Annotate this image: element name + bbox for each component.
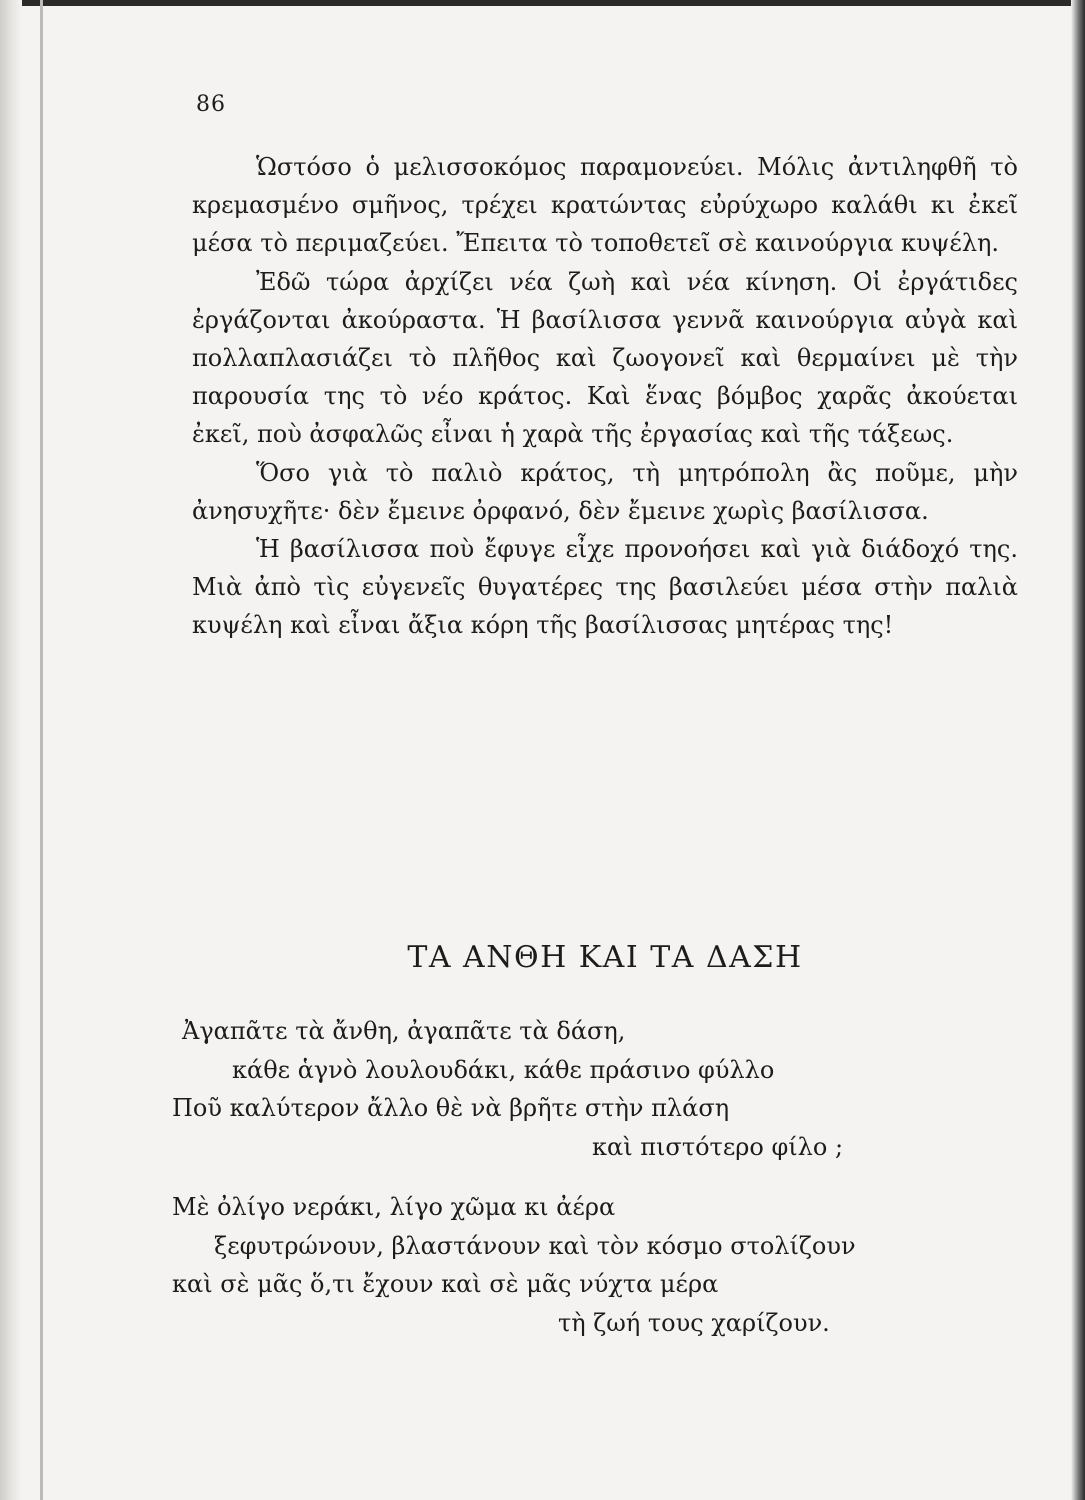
poem-line: κάθε ἁγνὸ λουλουδάκι, κάθε πράσινο φύλλο (232, 1055, 775, 1084)
prose-body (192, 148, 1018, 645)
scan-top-edge (0, 0, 1085, 6)
page-number: 86 (196, 92, 226, 117)
paragraph: Ὡστόσο ὁ μελισσοκόμος παραμονεύει. Μόλις ἀντιληφθῆ τὸ κρεμασμένο σμῆνος, τρέχει κρατώντας εὐρύχωρο καλάθι κι ἐκεῖ μέσα τὸ περιμαζεύει. Ἔπειτα τὸ τοποθετεῖ σὲ καινούργια κυψέλη. (192, 153, 1018, 258)
scan-right-edge (1071, 0, 1085, 1500)
poem-stanza-2 (172, 1188, 1012, 1342)
poem-line: Μὲ ὀλίγο νεράκι, λίγο χῶμα κι ἀέρα (172, 1193, 616, 1221)
poem-line: καὶ σὲ μᾶς ὅ,τι ἔχουν καὶ σὲ μᾶς νύχτα μέρα (172, 1270, 719, 1298)
section-title: ΤΑ ΑΝΘΗ ΚΑΙ ΤΑ ΔΑΣΗ (407, 940, 803, 975)
poem-line: τὴ ζωή τους χαρίζουν. (558, 1308, 830, 1337)
poem-line: Ποῦ καλύτερον ἄλλο θὲ νὰ βρῆτε στὴν πλάση (172, 1094, 730, 1122)
page-gutter-line (40, 0, 43, 1500)
paragraph: Ἐδῶ τώρα ἀρχίζει νέα ζωὴ καὶ νέα κίνηση. Οἱ ἐργάτιδες ἐργάζονται ἀκούραστα. Ἡ βασίλισσα γεννᾶ καινούργια αὐγὰ καὶ πολλαπλασιάζει τὸ πλῆθος καὶ ζωογονεῖ καὶ θερμαίνει μὲ τὴν παρουσία της τὸ νέο κράτος. Καὶ ἕνας βόμβος χαρᾶς ἀκούεται ἐκεῖ, ποὺ ἀσφαλῶς εἶναι ἡ χαρὰ τῆς ἐργασίας καὶ τῆς τάξεως. (192, 267, 1018, 449)
poem (172, 1012, 1012, 1364)
poem-stanza-1 (172, 1012, 1012, 1166)
paragraph: Ὅσο γιὰ τὸ παλιὸ κράτος, τὴ μητρόπολη ἂς ποῦμε, μὴν ἀνησυχῆτε· δὲν ἔμεινε ὀρφανό, δὲν ἔμεινε χωρὶς βασίλισσα. (192, 458, 1018, 525)
poem-line: ξεφυτρώνουν, βλαστάνουν καὶ τὸν κόσμο στολίζουν (214, 1231, 856, 1260)
page-gutter-shadow (0, 0, 22, 1500)
poem-line: Ἀγαπᾶτε τὰ ἄνθη, ἀγαπᾶτε τὰ δάση, (182, 1017, 626, 1045)
paragraph: Ἡ βασίλισσα ποὺ ἔφυγε εἶχε προνοήσει καὶ γιὰ διάδοχό της. Μιὰ ἀπὸ τὶς εὐγενεῖς θυγατέρες της βασιλεύει μέσα στὴν παλιὰ κυψέλη καὶ εἶναι ἄξια κόρη τῆς βασίλισσας μητέρας της! (192, 535, 1018, 640)
poem-line: καὶ πιστότερο φίλο ; (592, 1132, 844, 1161)
